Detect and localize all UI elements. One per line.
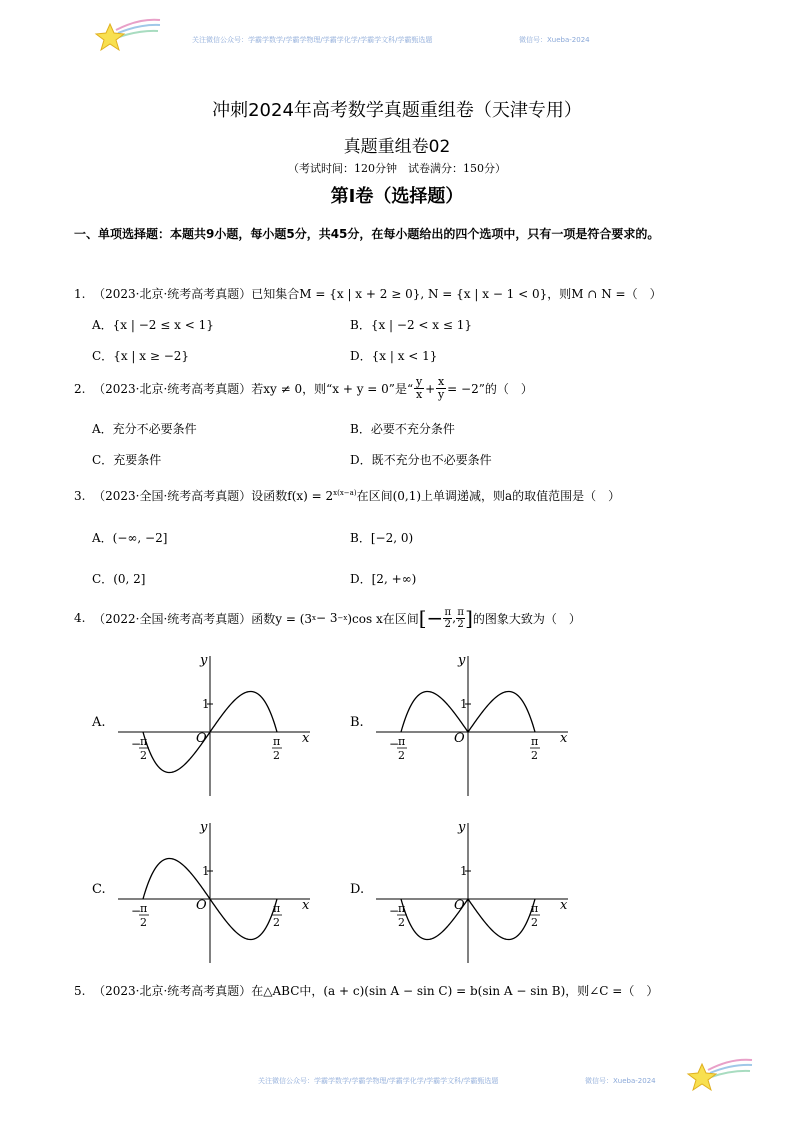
y-axis-label: y	[200, 653, 208, 668]
star-logo-bottom	[686, 1056, 756, 1096]
q2-option-c[interactable]: C．充要条件	[92, 453, 162, 467]
tick-label-pi: π	[273, 735, 281, 748]
tick-label-two: 2	[273, 916, 280, 929]
x-axis-label: x	[560, 898, 568, 913]
exam-info: （考试时间：120分钟 试卷满分：150分）	[288, 162, 506, 175]
tick-label-pi: π	[273, 902, 281, 915]
tick-label-minus: −	[131, 904, 142, 918]
q1-option-b[interactable]: B．{x | −2 < x ≤ 1}	[350, 318, 472, 332]
graph-a-label[interactable]: A.	[92, 715, 106, 730]
tick-label-two: 2	[273, 749, 280, 762]
tick-label-minus: −	[389, 904, 400, 918]
question-1: 1. （2023·北京·统考高考真题）已知集合M = {x | x + 2 ≥ 0}, N = {x | x − 1 < 0}，则M ∩ N =（ ）	[74, 287, 662, 301]
q3-option-c[interactable]: C．(0, 2]	[92, 572, 146, 586]
question-2: 2. （2023·北京·统考高考真题）若xy ≠ 0，则“x + y = 0”是“ y x + $\frac{x}{y}$ = −2”的（ ）	[74, 375, 533, 401]
origin-label: O	[196, 898, 207, 913]
x-axis-label: x	[302, 731, 310, 746]
star-logo-top	[94, 16, 164, 56]
graph-b	[368, 648, 578, 798]
graph-a	[110, 648, 320, 798]
q1-option-a[interactable]: A．{x | −2 ≤ x < 1}	[92, 318, 214, 332]
origin-label: O	[454, 898, 465, 913]
graph-b-label[interactable]: B.	[350, 715, 364, 730]
tick-label-neg-two: 2	[398, 916, 405, 929]
tick-label-two: 2	[531, 916, 538, 929]
graph-d	[368, 815, 578, 970]
header-top-left: 关注微信公众号：学霸学数学/学霸学物理/学霸学化学/学霸学文科/学霸甄选题	[192, 36, 433, 44]
y-axis-label: y	[458, 820, 466, 835]
page-title: 冲刺2024年高考数学真题重组卷（天津专用）	[212, 100, 582, 121]
q2-option-a[interactable]: A．充分不必要条件	[92, 422, 197, 436]
y-axis-label: y	[458, 653, 466, 668]
x-axis-label: x	[560, 731, 568, 746]
header-bottom-right: 微信号：Xueba-2024	[585, 1077, 656, 1085]
graph-c	[110, 815, 320, 970]
tick-label-1: 1	[202, 697, 210, 711]
question-5: 5. （2023·北京·统考高考真题）在△ABC中，(a + c)(sin A − sin C) = b(sin A − sin B)，则∠C =（ ）	[74, 984, 659, 998]
q3-option-b[interactable]: B．[−2, 0)	[350, 531, 414, 545]
q2-option-d[interactable]: D．既不充分也不必要条件	[350, 453, 492, 467]
graph-d-label[interactable]: D.	[350, 882, 365, 897]
q1-option-c[interactable]: C．{x | x ≥ −2}	[92, 349, 190, 363]
question-3: 3. （2023·全国·统考高考真题）设函数$f(x) = 2^{x(x-a)}$在区间(0,1)上单调递减，则a的取值范围是（ ）	[74, 489, 621, 503]
tick-label-neg-pi: π	[398, 735, 406, 748]
tick-label-minus: −	[131, 737, 142, 751]
graph-c-label[interactable]: C.	[92, 882, 106, 897]
origin-label: O	[454, 731, 465, 746]
part-title: 第I卷（选择题）	[330, 186, 464, 207]
tick-label-neg-two: 2	[140, 749, 147, 762]
x-axis-label: x	[302, 898, 310, 913]
tick-label-neg-pi: π	[398, 902, 406, 915]
tick-label-1: 1	[202, 864, 210, 878]
question-4: 4. （2022·全国·统考高考真题）函数y = (3 x − 3 −x )cos x在区间 [− $\frac{\pi}{2}$ , π 2 ] 的图象大致为（ ）	[74, 606, 581, 630]
tick-label-1: 1	[460, 864, 468, 878]
tick-label-pi: π	[531, 735, 539, 748]
header-top-right: 微信号：Xueba-2024	[519, 36, 590, 44]
q1-option-d[interactable]: D．{x | x < 1}	[350, 349, 438, 363]
header-bottom-left: 关注微信公众号：学霸学数学/学霸学物理/学霸学化学/学霸学文科/学霸甄选题	[258, 1077, 499, 1085]
tick-label-pi: π	[531, 902, 539, 915]
section-heading: 一、单项选择题：本题共9小题，每小题5分，共45分，在每小题给出的四个选项中，只有一项是符合要求的。	[74, 227, 660, 241]
q3-option-d[interactable]: D．[2, +∞)	[350, 572, 417, 586]
tick-label-1: 1	[460, 697, 468, 711]
tick-label-two: 2	[531, 749, 538, 762]
tick-label-neg-pi: π	[140, 735, 148, 748]
q3-option-a[interactable]: A．(−∞, −2]	[92, 531, 168, 545]
tick-label-neg-pi: π	[140, 902, 148, 915]
page-subtitle: 真题重组卷02	[343, 137, 451, 157]
origin-label: O	[196, 731, 207, 746]
q2-option-b[interactable]: B．必要不充分条件	[350, 422, 455, 436]
y-axis-label: y	[200, 820, 208, 835]
tick-label-minus: −	[389, 737, 400, 751]
tick-label-neg-two: 2	[140, 916, 147, 929]
tick-label-neg-two: 2	[398, 749, 405, 762]
